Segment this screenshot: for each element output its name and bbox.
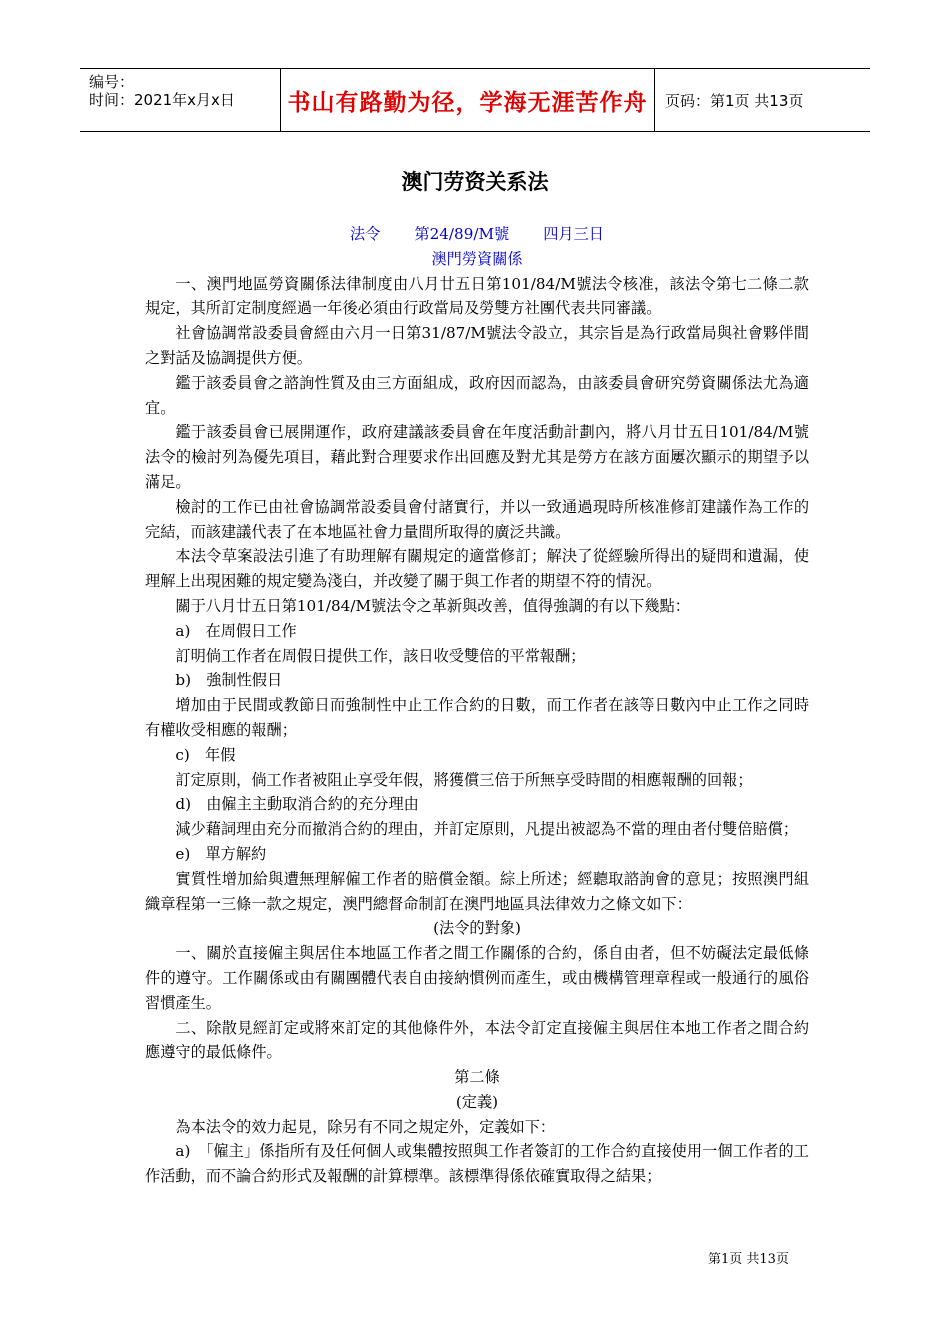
document-date: 时间：2021年x月x日 — [89, 91, 235, 109]
paragraph: a) 「僱主」係指所有及任何個人或集體按照與工作者簽訂的工作合約直接使用一個工作者的工作活動，而不論合約形式及報酬的計算標準。該標準得係依確實取得之結果； — [145, 1142, 809, 1186]
page-footer: 第1页 共13页 — [708, 1252, 789, 1267]
document-number: 编号： — [89, 73, 135, 91]
list-heading: e) 單方解約 — [175, 844, 267, 863]
header-meta — [80, 69, 281, 131]
paragraph: 本法令草案設法引進了有助理解有關規定的適當修訂；解決了從經驗所得出的疑問和遺漏，使理解上出現困難的規定變為淺白，并改變了關于與工作者的期望不符的情況。 — [145, 547, 809, 591]
paragraph: 訂明倘工作者在周假日提供工作，該日收受雙倍的平常報酬； — [175, 646, 586, 665]
paragraph: 增加由于民間或教節日而強制性中止工作合約的日數，而工作者在該等日數內中止工作之同時有權收受相應的報酬； — [145, 696, 809, 739]
list-heading: b) 強制性假日 — [175, 671, 283, 690]
list-heading: d) 由僱主主動取消合約的充分理由 — [175, 795, 419, 814]
decree-type: 法令 — [350, 225, 381, 243]
paragraph: 實質性增加給與遭無理解僱工作者的賠償金額。綜上所述；經聽取諮詢會的意見；按照澳門組織章程第一三條一款之規定，澳門總督命制訂在澳門地區具法律效力之條文如下： — [145, 869, 809, 913]
section-heading: (定義) — [455, 1092, 499, 1111]
document-body — [145, 222, 809, 1189]
document-title: 澳门劳资关系法 — [401, 170, 549, 194]
decree-date: 四月三日 — [543, 225, 604, 243]
list-heading: a) 在周假日工作 — [175, 621, 297, 640]
paragraph: 鑑于該委員會之諮詢性質及由三方面組成，政府因而認為，由該委員會研究勞資關係法尤為適宜。 — [145, 373, 809, 417]
paragraph: 一、關於直接僱主與居住本地區工作者之間工作關係的合約，係自由者，但不妨礙法定最低條件的遵守。工作關係或由有關團體代表自由接納慣例而產生，或由機構管理章程或一般通行的風俗習慣產生。 — [145, 944, 809, 1012]
decree-subtitle: 澳門勞資關係 — [431, 249, 523, 268]
header-page-info: 页码：第1页 共13页 — [665, 91, 804, 110]
paragraph: 社會協調常設委員會經由六月一日第31/87/M號法令設立，其宗旨是為行政當局與社會夥伴間之對話及協調提供方便。 — [145, 324, 809, 367]
paragraph: 為本法令的效力起見，除另有不同之規定外，定義如下： — [175, 1117, 556, 1136]
paragraph: 檢討的工作已由社會協調常設委員會付諸實行，并以一致通過現時所核准修訂建議作為工作的完結，而該建議代表了在本地區社會力量間所取得的廣泛共識。 — [145, 497, 809, 541]
paragraph: 關于八月廿五日第101/84/M號法令之革新與改善，值得強調的有以下幾點： — [175, 596, 690, 615]
paragraph: 二、除散見經訂定或將來訂定的其他條件外，本法令訂定直接僱主與居住本地工作者之間合約應遵守的最低條件。 — [145, 1018, 809, 1062]
paragraph: 訂定原則，倘工作者被阻止享受年假，將獲償三倍于所無享受時間的相應報酬的回報； — [175, 770, 753, 789]
paragraph: 一、澳門地區勞資關係法律制度由八月廿五日第101/84/M號法令核准，該法令第七二條二款規定，其所訂定制度經過一年後必須由行政當局及勞雙方社團代表共同審議。 — [145, 274, 809, 318]
paragraph: 鑑于該委員會已展開運作，政府建議該委員會在年度活動計劃內，將八月廿五日101/84/M號法令的檢討列為優先項目，藉此對合理要求作出回應及對尤其是勞方在該方面屢次顯示的期望予以滿足。 — [145, 423, 809, 491]
page-header — [80, 68, 870, 132]
article-heading: 第二條 — [454, 1068, 500, 1087]
paragraph: 減少藉詞理由充分而撤消合約的理由，并訂定原則，凡提出被認為不當的理由者付雙倍賠償； — [175, 820, 799, 839]
decree-number: 第24/89/M號 — [414, 225, 510, 243]
list-heading: c) 年假 — [175, 745, 236, 764]
header-motto: 书山有路勤为径，学海无涯苦作舟 — [281, 69, 655, 131]
decree-line — [145, 222, 809, 247]
section-heading: (法令的對象) — [433, 919, 521, 938]
